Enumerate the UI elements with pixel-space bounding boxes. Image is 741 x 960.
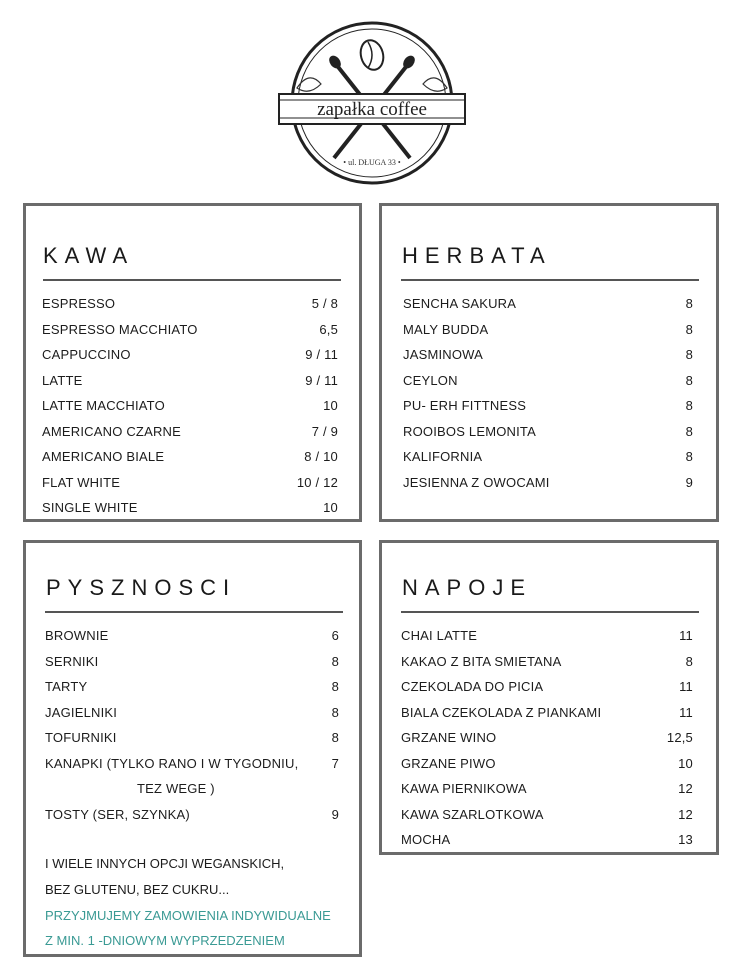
- item-name: TEZ WEGE ): [137, 781, 215, 796]
- menu-list-herbata: [403, 296, 693, 500]
- section-title: HERBATA: [402, 243, 552, 268]
- item-name: TOFURNIKI: [45, 730, 117, 745]
- item-price: 11: [679, 628, 693, 643]
- menu-item: [45, 807, 339, 833]
- item-name: GRZANE WINO: [401, 730, 497, 745]
- item-name: JESIENNA Z OWOCAMI: [403, 474, 550, 490]
- item-name: BIALA CZEKOLADA Z PIANKAMI: [401, 704, 602, 720]
- item-price: 6: [331, 628, 339, 643]
- menu-item: [45, 781, 339, 807]
- item-price: 12,5: [666, 730, 693, 745]
- item-name: ESPRESSO MACCHIATO: [42, 321, 198, 337]
- item-price: 9: [331, 806, 339, 822]
- menu-item: [401, 654, 693, 680]
- divider: [401, 611, 699, 613]
- item-name: KAKAO Z BITA SMIETANA: [401, 653, 562, 669]
- item-price: 8 / 10: [304, 449, 338, 464]
- item-name: LATTE: [42, 372, 83, 388]
- item-name: LATTE MACCHIATO: [42, 398, 165, 413]
- item-name: KAWA PIERNIKOWA: [401, 781, 527, 796]
- menu-item: [403, 398, 693, 424]
- logo-address: • ul. DŁUGA 33 •: [343, 158, 401, 167]
- menu-item: [403, 296, 693, 322]
- item-price: 9 / 11: [305, 347, 338, 362]
- menu-item: [401, 781, 693, 807]
- item-price: 13: [678, 832, 693, 847]
- item-price: 8: [685, 296, 693, 311]
- item-name: MALY BUDDA: [403, 321, 489, 337]
- item-price: 10: [323, 500, 338, 515]
- item-price: 12: [678, 781, 693, 796]
- menu-item: [403, 322, 693, 348]
- item-name: AMERICANO CZARNE: [42, 423, 181, 439]
- menu-item: [401, 832, 693, 858]
- menu-item: [42, 449, 338, 475]
- item-name: AMERICANO BIALE: [42, 449, 165, 464]
- item-name: KALIFORNIA: [403, 449, 483, 464]
- menu-item: [45, 730, 339, 756]
- item-price: 8: [685, 321, 693, 337]
- menu-list-pysznosci: [45, 628, 339, 832]
- item-price: 6,5: [319, 321, 338, 337]
- item-name: CZEKOLADA DO PICIA: [401, 679, 544, 694]
- item-name: KAWA SZARLOTKOWA: [401, 806, 544, 822]
- item-price: 8: [331, 653, 339, 669]
- menu-item: [42, 424, 338, 450]
- item-price: 8: [685, 653, 693, 669]
- menu-item: [403, 475, 693, 501]
- item-price: 7 / 9: [311, 423, 338, 439]
- menu-item: [42, 373, 338, 399]
- item-name: MOCHA: [401, 832, 451, 847]
- logo: [275, 18, 469, 188]
- item-price: 8: [685, 372, 693, 388]
- logo-emblem: [275, 18, 469, 188]
- menu-item: [403, 373, 693, 399]
- item-price: 8: [331, 730, 339, 745]
- menu-item: [45, 756, 339, 782]
- menu-card-kawa: [23, 203, 362, 522]
- section-title: KAWA: [43, 243, 135, 268]
- item-price: 8: [331, 704, 339, 720]
- menu-item: [45, 705, 339, 731]
- menu-item: [42, 500, 338, 526]
- menu-item: [45, 628, 339, 654]
- item-price: 11: [679, 704, 693, 720]
- divider: [43, 279, 341, 281]
- item-price: 8: [685, 423, 693, 439]
- item-price: 10: [678, 755, 693, 771]
- item-name: ESPRESSO: [42, 296, 116, 311]
- item-name: TOSTY (SER, SZYNKA): [45, 806, 190, 822]
- item-name: BROWNIE: [45, 628, 109, 643]
- divider: [401, 279, 699, 281]
- menu-list-napoje: [401, 628, 693, 858]
- order-note-line1: PRZYJMUJEMY ZAMOWIENIA INDYWIDUALNE: [45, 908, 331, 923]
- item-name: KANAPKI (TYLKO RANO I W TYGODNIU,: [45, 755, 299, 771]
- menu-card-napoje: [379, 540, 719, 855]
- order-note-line2: Z MIN. 1 -DNIOWYM WYPRZEDZENIEM: [45, 933, 285, 948]
- item-name: SENCHA SAKURA: [403, 296, 517, 311]
- item-name: ROOIBOS LEMONITA: [403, 423, 536, 439]
- menu-item: [42, 475, 338, 501]
- menu-item: [401, 679, 693, 705]
- menu-item: [42, 347, 338, 373]
- menu-item: [45, 679, 339, 705]
- menu-item: [42, 398, 338, 424]
- section-title: PYSZNOSCI: [46, 575, 237, 600]
- item-name: TARTY: [45, 679, 88, 694]
- menu-card-herbata: [379, 203, 719, 522]
- menu-item: [401, 756, 693, 782]
- item-name: PU- ERH FITTNESS: [403, 398, 527, 413]
- item-price: 10: [323, 398, 338, 413]
- menu-item: [403, 449, 693, 475]
- section-title: NAPOJE: [402, 575, 533, 600]
- coffee-bean-icon: [357, 38, 386, 73]
- menu-item: [401, 730, 693, 756]
- item-price: 9 / 11: [305, 372, 338, 388]
- item-price: 7: [331, 755, 339, 771]
- item-name: JASMINOWA: [403, 347, 484, 362]
- item-price: 8: [685, 449, 693, 464]
- menu-item: [401, 705, 693, 731]
- item-price: 9: [685, 474, 693, 490]
- menu-item: [42, 296, 338, 322]
- item-name: CHAI LATTE: [401, 628, 478, 643]
- item-name: SINGLE WHITE: [42, 500, 138, 515]
- menu-item: [401, 807, 693, 833]
- menu-item: [45, 654, 339, 680]
- item-price: 5 / 8: [311, 296, 338, 311]
- item-price: 8: [331, 679, 339, 694]
- item-name: FLAT WHITE: [42, 474, 121, 490]
- vegan-note-line1: I WIELE INNYCH OPCJI WEGANSKICH,: [45, 856, 285, 871]
- menu-item: [403, 424, 693, 450]
- menu-item: [403, 347, 693, 373]
- item-price: 10 / 12: [296, 474, 338, 490]
- divider: [45, 611, 343, 613]
- item-name: CAPPUCCINO: [42, 347, 131, 362]
- menu-list-kawa: [42, 296, 338, 526]
- item-price: 8: [685, 398, 693, 413]
- item-price: 8: [685, 347, 693, 362]
- logo-name: zapałka coffee: [317, 99, 427, 120]
- item-name: JAGIELNIKI: [45, 704, 118, 720]
- item-name: SERNIKI: [45, 653, 99, 669]
- item-price: 12: [678, 806, 693, 822]
- menu-item: [42, 322, 338, 348]
- item-price: 11: [679, 679, 693, 694]
- menu-card-pysznosci: [23, 540, 362, 957]
- item-name: CEYLON: [403, 372, 458, 388]
- item-name: GRZANE PIWO: [401, 755, 496, 771]
- vegan-note-line2: BEZ GLUTENU, BEZ CUKRU...: [45, 882, 230, 897]
- menu-item: [401, 628, 693, 654]
